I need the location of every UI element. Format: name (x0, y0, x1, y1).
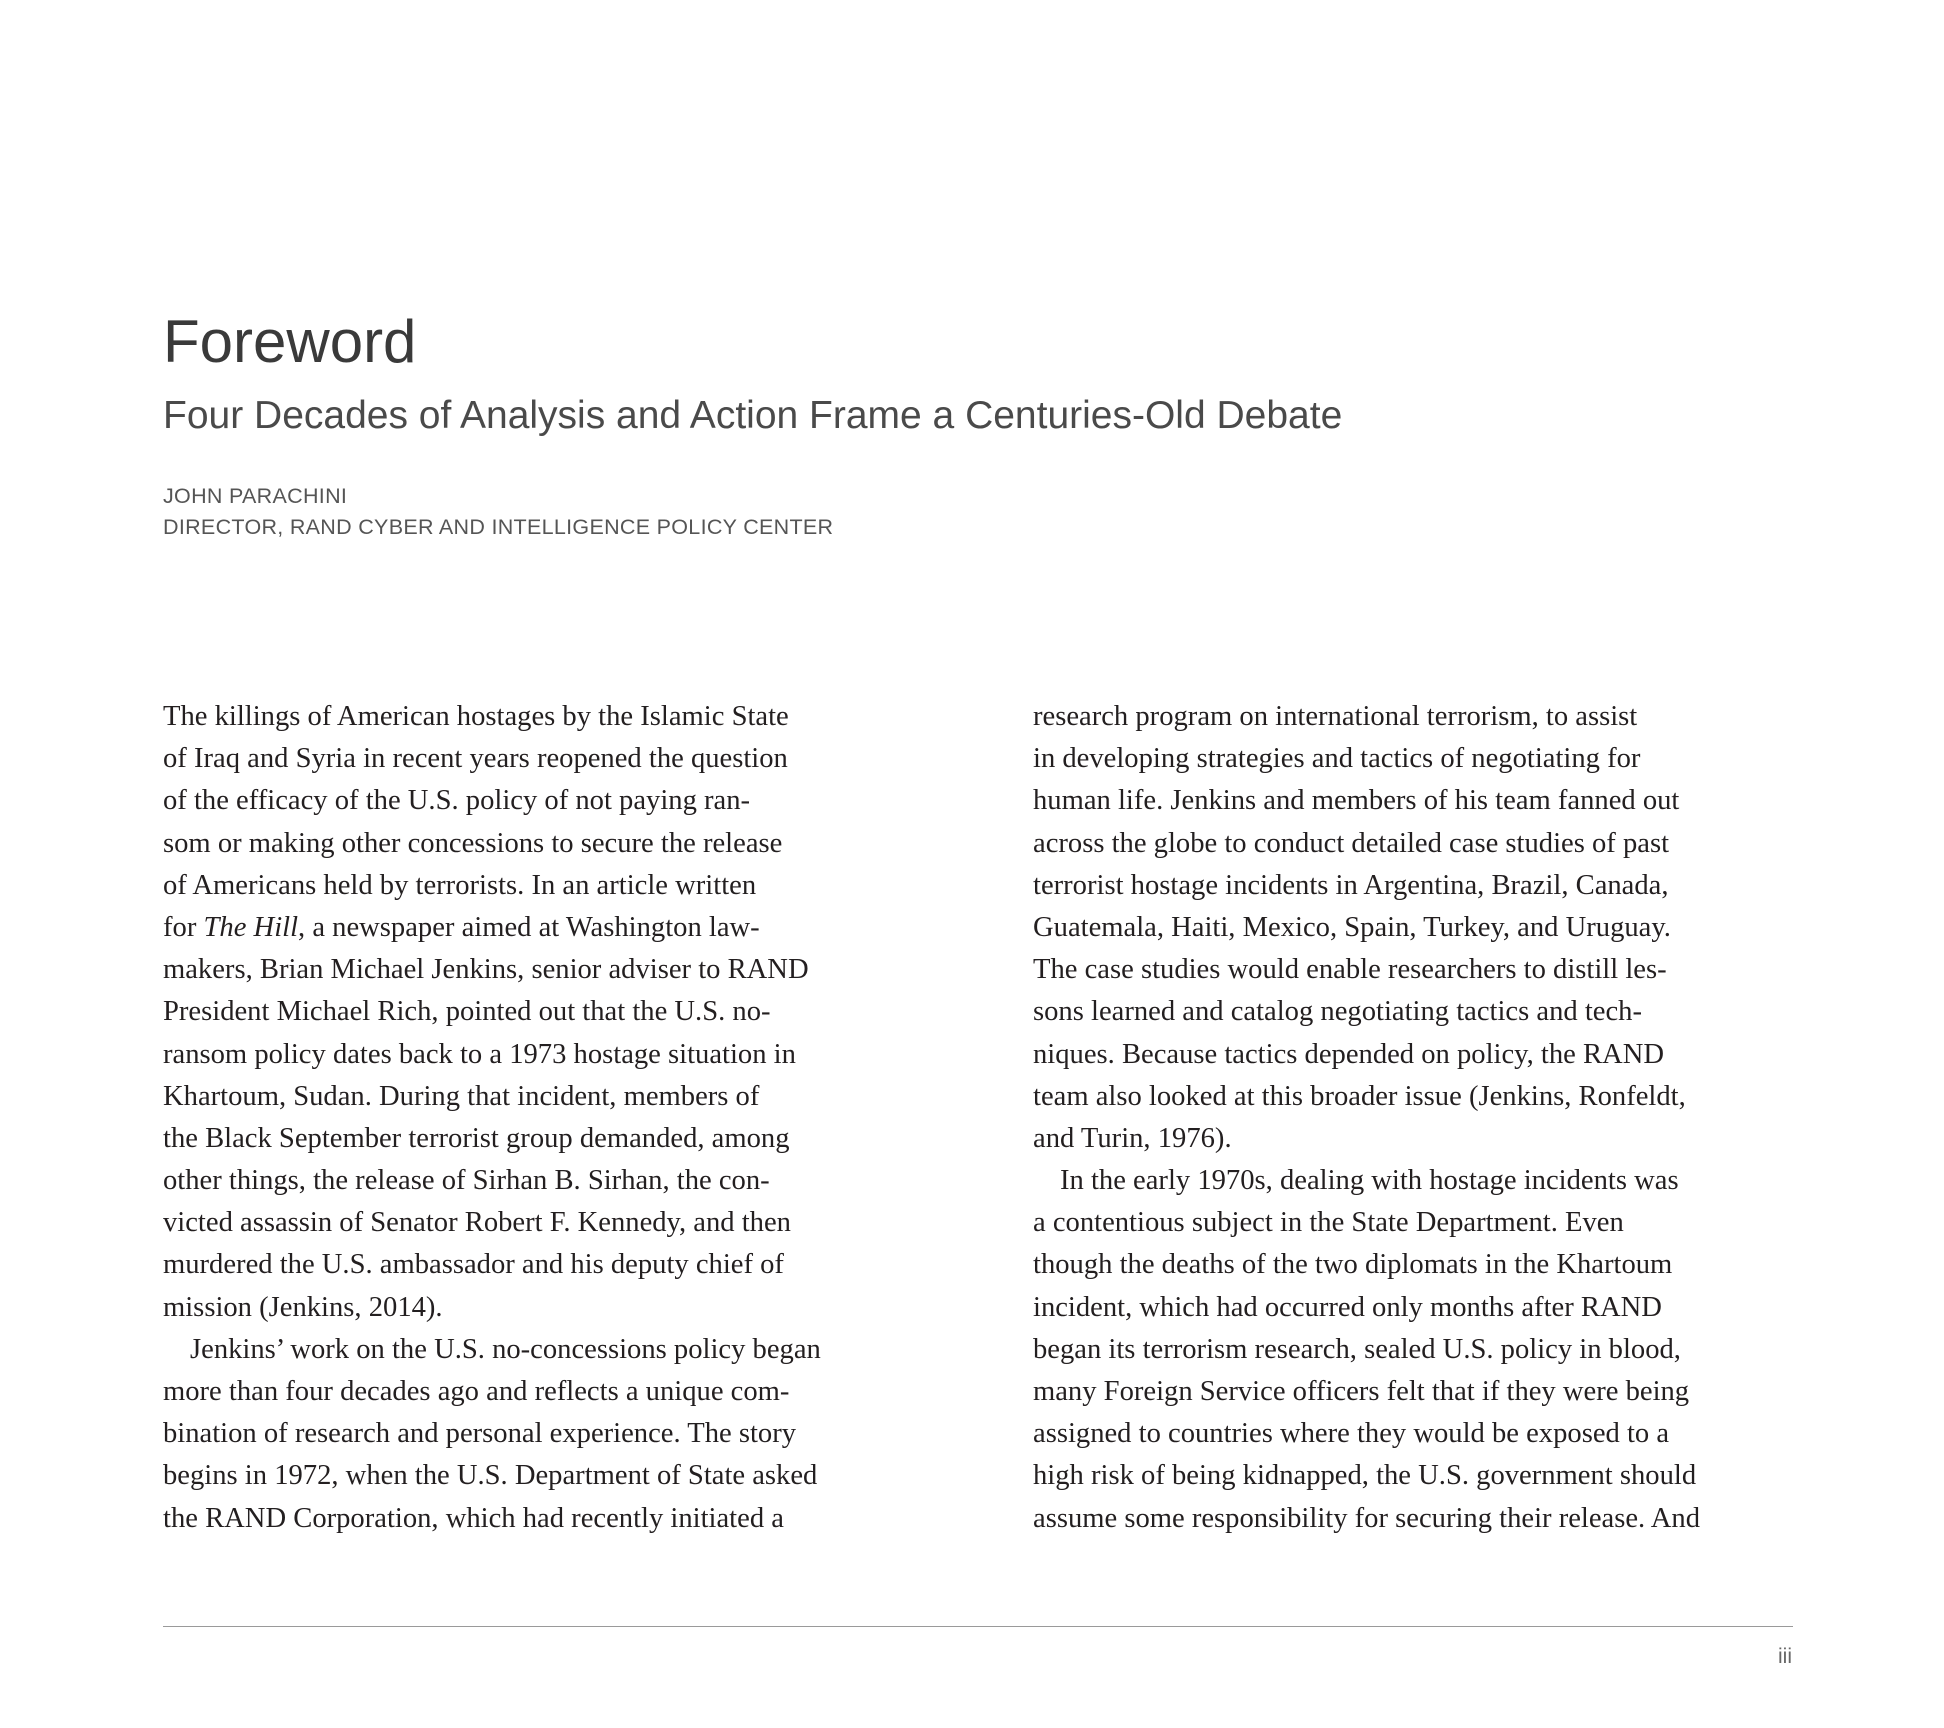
right-column-line: in developing strategies and tactics of negotiating for (1033, 743, 1641, 775)
left-column-line: murdered the U.S. ambassador and his deputy chief of (163, 1249, 784, 1281)
right-column-line: niques. Because tactics depended on policy, the RAND (1033, 1038, 1665, 1070)
left-column-line (163, 907, 903, 949)
footer-divider (163, 1626, 1793, 1627)
right-column-line: terrorist hostage incidents in Argentina, Brazil, Canada, (1033, 869, 1669, 901)
author-byline (163, 481, 833, 543)
page-number: iii (1778, 1645, 1792, 1668)
right-column-line: assigned to countries where they would be exposed to a (1033, 1418, 1670, 1450)
right-column-line: research program on international terrorism, to assist (1033, 701, 1638, 732)
left-column-line: ransom policy dates back to a 1973 hostage situation in (163, 1038, 796, 1070)
page-title: Foreword (163, 308, 417, 375)
left-column-line: Jenkins’ work on the U.S. no-concessions policy began (190, 1333, 821, 1365)
left-column-line: makers, Brian Michael Jenkins, senior adviser to RAND (163, 954, 809, 986)
body-column-left (163, 696, 903, 1540)
text-run: , a newspaper aimed at Washington law- (298, 911, 760, 943)
left-column-line: other things, the release of Sirhan B. Sirhan, the con- (163, 1165, 770, 1197)
page-subtitle: Four Decades of Analysis and Action Frame a Centuries-Old Debate (163, 394, 1343, 437)
body-column-right (1033, 696, 1773, 1540)
left-column-line: bination of research and personal experience. The story (163, 1418, 797, 1450)
right-column-line: human life. Jenkins and members of his team fanned out (1033, 785, 1680, 817)
text-run: for (163, 911, 204, 943)
author-title: DIRECTOR, RAND CYBER AND INTELLIGENCE POLICY CENTER (163, 515, 834, 539)
right-column-line: sons learned and catalog negotiating tactics and tech- (1033, 996, 1642, 1028)
left-column-line: the RAND Corporation, which had recently initiated a (163, 1502, 784, 1534)
right-column-line: many Foreign Service officers felt that if they were being (1033, 1376, 1690, 1407)
left-column-line: begins in 1972, when the U.S. Department of State asked (163, 1460, 818, 1492)
left-column-line: The killings of American hostages by the Islamic State (163, 701, 789, 732)
left-column-line: som or making other concessions to secure the release (163, 827, 783, 859)
right-column-line: team also looked at this broader issue (Jenkins, Ronfeldt, (1033, 1080, 1686, 1112)
left-column-line: the Black September terrorist group demanded, among (163, 1122, 790, 1154)
right-column-line: Guatemala, Haiti, Mexico, Spain, Turkey, and Uruguay. (1033, 911, 1671, 943)
right-column-line: The case studies would enable researchers to distill les- (1033, 954, 1667, 986)
right-column-line: a contentious subject in the State Department. Even (1033, 1207, 1624, 1239)
right-column-line: incident, which had occurred only months after RAND (1033, 1291, 1662, 1323)
left-column-line: mission (Jenkins, 2014). (163, 1291, 443, 1323)
right-column-line: high risk of being kidnapped, the U.S. government should (1033, 1460, 1697, 1492)
left-column-line: of Americans held by terrorists. In an article written (163, 869, 757, 901)
left-column-line: of the efficacy of the U.S. policy of not paying ran- (163, 785, 751, 817)
publication-title: The Hill (203, 911, 299, 943)
left-column-line: of Iraq and Syria in recent years reopened the question (163, 743, 788, 775)
right-column-line: began its terrorism research, sealed U.S. policy in blood, (1033, 1333, 1681, 1365)
right-column-line: and Turin, 1976). (1033, 1122, 1232, 1154)
left-column-line: Khartoum, Sudan. During that incident, members of (163, 1080, 760, 1112)
left-column-line: victed assassin of Senator Robert F. Kennedy, and then (163, 1207, 791, 1239)
right-column-line: assume some responsibility for securing their release. And (1033, 1502, 1701, 1534)
right-column-line: across the globe to conduct detailed case studies of past (1033, 827, 1670, 859)
left-column-line: President Michael Rich, pointed out that the U.S. no- (163, 996, 771, 1028)
right-column-line: though the deaths of the two diplomats in the Khartoum (1033, 1249, 1673, 1281)
right-column-line: In the early 1970s, dealing with hostage incidents was (1060, 1165, 1679, 1197)
left-column-line: more than four decades ago and reflects a unique com- (163, 1376, 790, 1407)
author-name: JOHN PARACHINI (163, 484, 348, 508)
